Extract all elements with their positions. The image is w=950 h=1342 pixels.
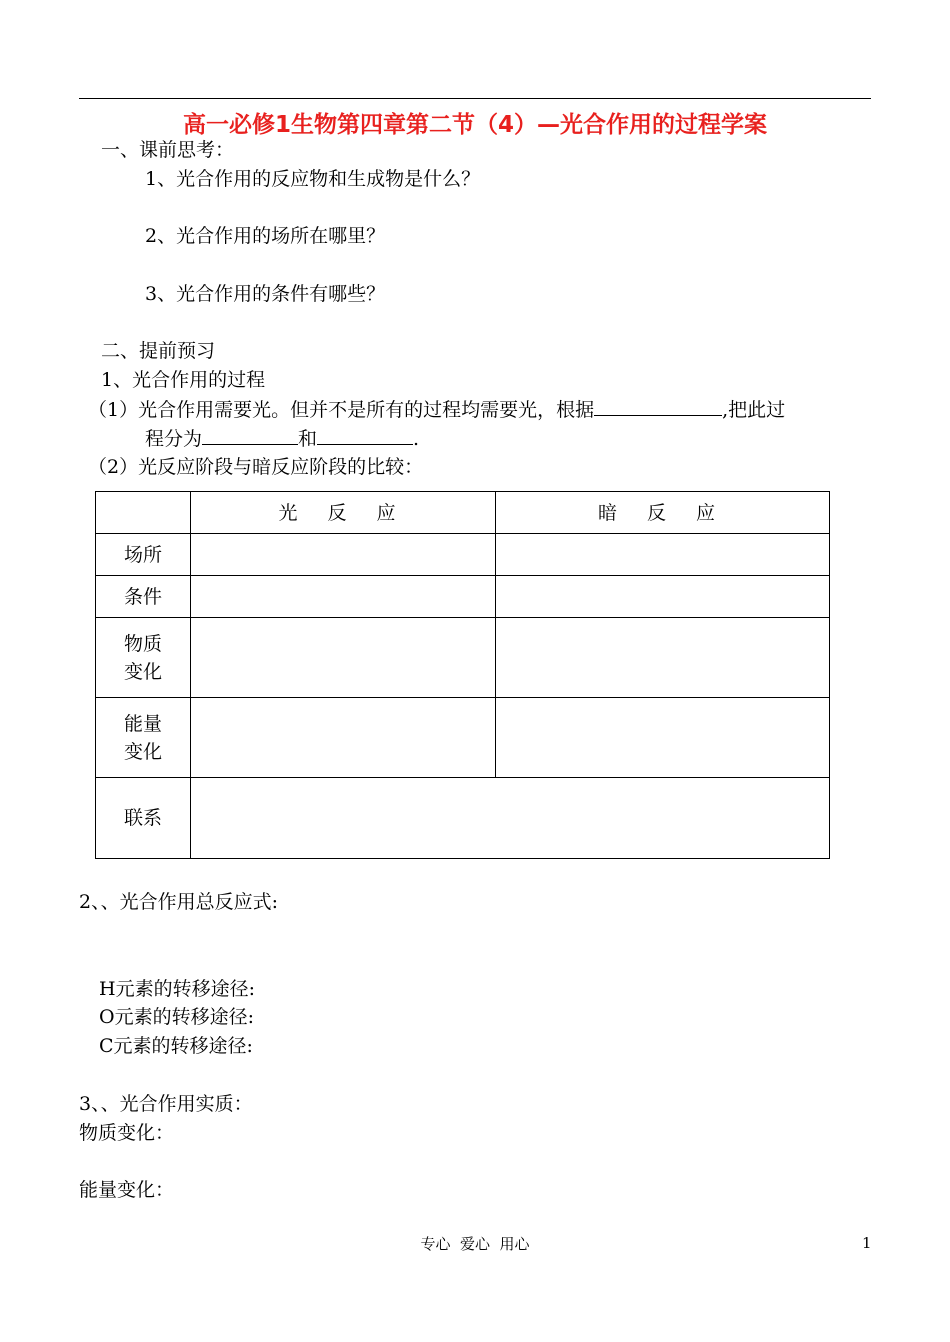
essence-heading: 3、、光合作用实质：: [79, 1093, 253, 1115]
cell-light-matter[interactable]: [191, 618, 496, 698]
header-dark-reaction: 暗 反 应: [496, 492, 830, 534]
section1-heading: 一、课前思考：: [101, 139, 235, 161]
row-label-energy: [96, 698, 191, 778]
comparison-heading: （2）光反应阶段与暗反应阶段的比较：: [88, 456, 424, 478]
row-label-matter: [96, 618, 191, 698]
question-2: 2、光合作用的场所在哪里？: [145, 225, 386, 247]
row-label-matter-line1: 物质: [123, 632, 162, 655]
table-row: [96, 698, 830, 778]
cell-dark-place[interactable]: [496, 534, 830, 576]
section2-heading: 二、提前预习: [101, 340, 216, 362]
cell-light-condition[interactable]: [191, 576, 496, 618]
cell-link[interactable]: [191, 778, 830, 859]
fill-text-end: ,把此过: [722, 399, 786, 421]
header-rule: [79, 98, 871, 99]
process-subheading: 1、光合作用的过程: [101, 369, 266, 391]
row-label-energy-line1: 能量: [123, 712, 162, 735]
cell-dark-energy[interactable]: [496, 698, 830, 778]
fill-text-2-mid: 和: [298, 428, 318, 450]
page-title: 高一必修1生物第四章第二节（4）—光合作用的过程学案: [182, 112, 767, 138]
fill-text-2-start: 程分为: [145, 428, 203, 450]
row-label-matter-line2: 变化: [123, 660, 162, 683]
question-3: 3、光合作用的条件有哪些？: [145, 283, 386, 305]
cell-light-place[interactable]: [191, 534, 496, 576]
header-light-reaction: 光 反 应: [191, 492, 496, 534]
comparison-table: [95, 491, 830, 859]
fill-in-line-1: [88, 395, 785, 424]
table-corner-cell: [96, 492, 191, 534]
fill-text-2-end: .: [413, 428, 420, 450]
answer-blank-stage-1[interactable]: [202, 424, 298, 445]
table-header-row: [96, 492, 830, 534]
row-label-link: 联系: [96, 778, 191, 859]
table-row: [96, 778, 830, 859]
h-element-path: H元素的转移途径:: [99, 978, 255, 1000]
cell-light-energy[interactable]: [191, 698, 496, 778]
table-row: [96, 534, 830, 576]
c-element-path: C元素的转移途径:: [99, 1035, 253, 1057]
o-element-path: O元素的转移途径:: [99, 1006, 254, 1028]
answer-blank-stage-2[interactable]: [317, 424, 413, 445]
question-1: 1、光合作用的反应物和生成物是什么？: [145, 168, 481, 190]
table-row: [96, 618, 830, 698]
equation-heading: 2、、光合作用总反应式:: [79, 891, 278, 913]
cell-dark-matter[interactable]: [496, 618, 830, 698]
table-row: [96, 576, 830, 618]
answer-blank-basis[interactable]: [594, 395, 722, 416]
cell-dark-condition[interactable]: [496, 576, 830, 618]
row-label-energy-line2: 变化: [123, 740, 162, 763]
page-number: 1: [862, 1234, 872, 1252]
footer-motto: 专心 爱心 用心: [420, 1235, 530, 1253]
energy-change-label: 能量变化：: [79, 1179, 175, 1201]
row-label-condition: 条件: [96, 576, 191, 618]
fill-text-start: （1）光合作用需要光。但并不是所有的过程均需要光，根据: [88, 399, 595, 421]
matter-change-label: 物质变化：: [79, 1122, 175, 1144]
fill-in-line-2: [145, 424, 419, 453]
row-label-place: 场所: [96, 534, 191, 576]
